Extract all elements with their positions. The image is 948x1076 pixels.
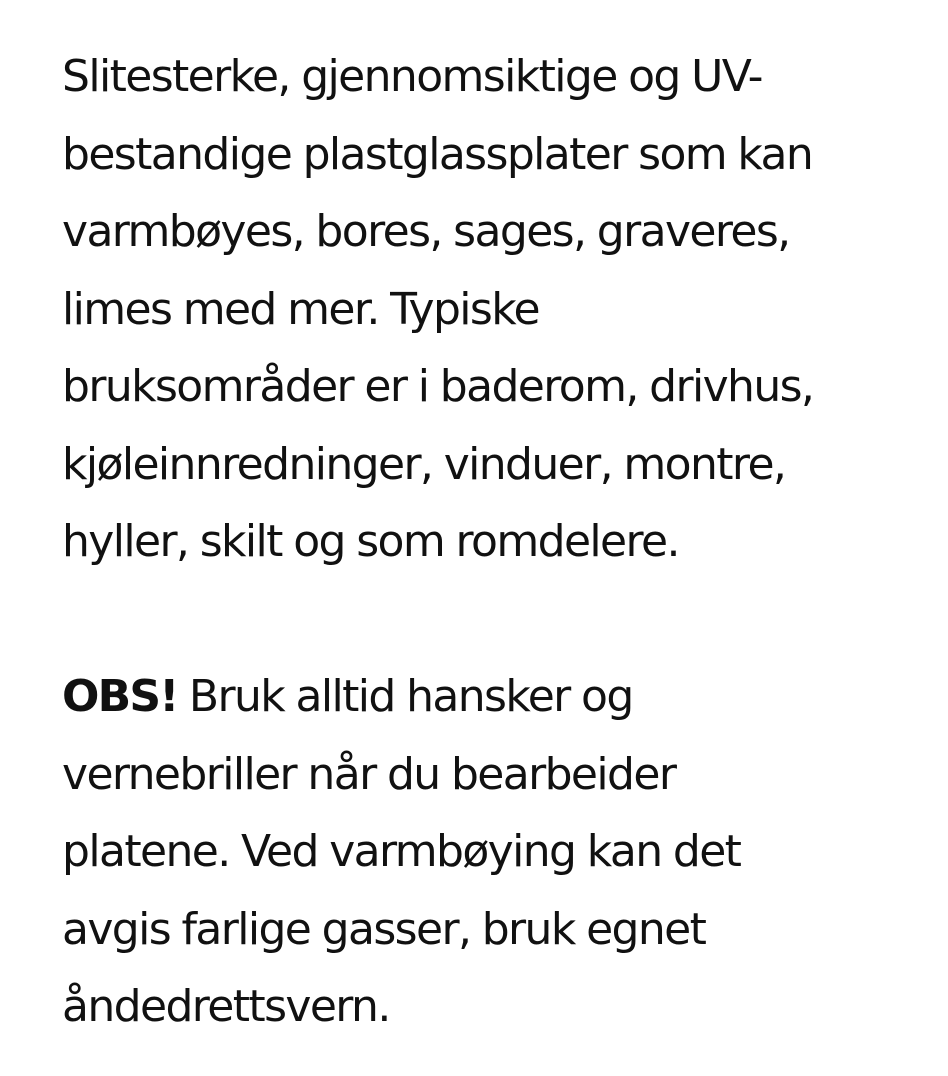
text-line: Slitesterke, gjennomsiktige og UV- xyxy=(62,51,762,102)
warning-label: OBS! xyxy=(62,671,178,722)
warning-paragraph xyxy=(62,658,922,1046)
text-line: åndedrettsvern. xyxy=(62,981,390,1032)
product-description xyxy=(62,38,922,1046)
description-paragraph xyxy=(62,38,922,581)
text-line: bruksområder er i baderom, drivhus, xyxy=(62,361,814,412)
text-line: vernebriller når du bearbeider xyxy=(62,748,676,800)
text-line: varmbøyes, bores, sages, graveres, xyxy=(62,206,790,257)
text-line: avgis farlige gasser, bruk egnet xyxy=(62,903,706,955)
text-line: bestandige plastglassplater som kan xyxy=(62,128,813,180)
text-line: hyller, skilt og som romdelere. xyxy=(62,516,679,567)
text-line: limes med mer. Typiske xyxy=(62,283,540,335)
text-line-rest: Bruk alltid hansker og xyxy=(177,671,633,722)
text-line: kjøleinnredninger, vinduer, montre, xyxy=(62,438,786,490)
warning-first-line xyxy=(62,658,922,736)
text-line: platene. Ved varmbøying kan det xyxy=(62,826,741,877)
paragraph-spacer xyxy=(62,581,922,659)
